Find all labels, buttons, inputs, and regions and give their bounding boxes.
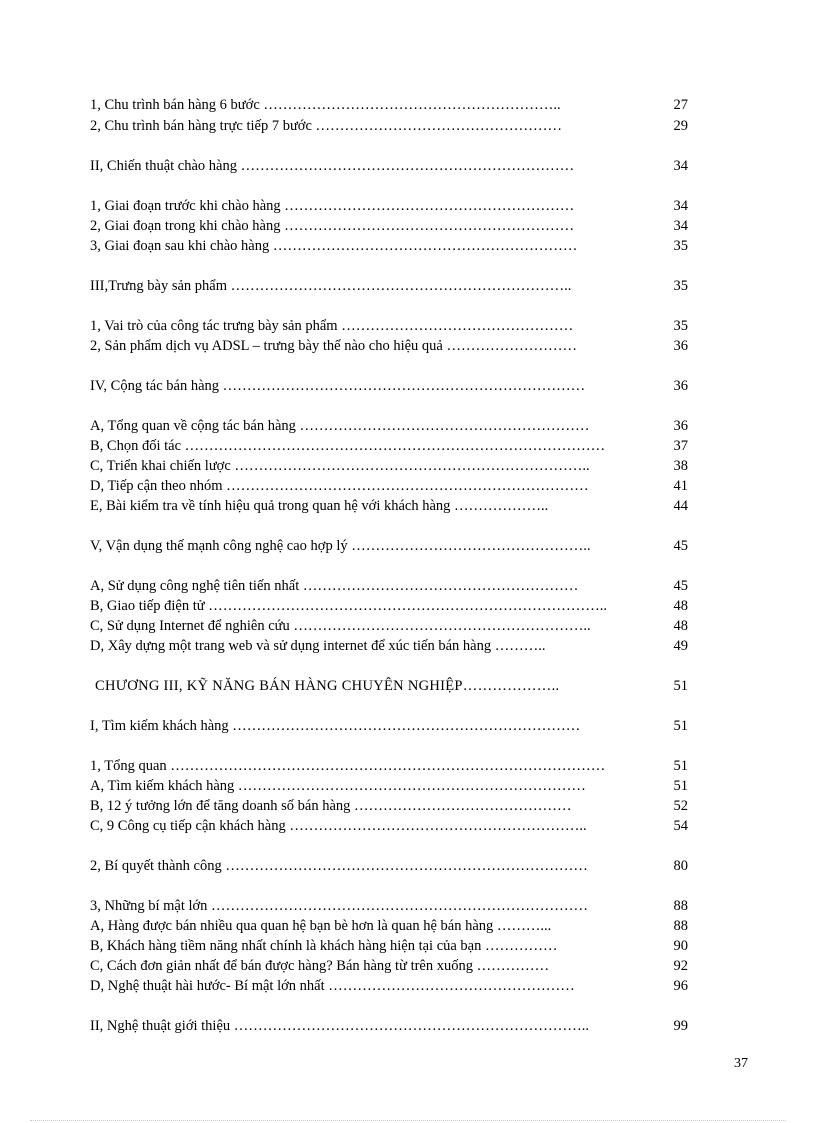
toc-entry-title: B, Giao tiếp điện tử ……………………………………………………………………….. [90, 598, 607, 614]
toc-entry-page: 90 [673, 938, 688, 954]
toc-entry-title: 2, Chu trình bán hàng trực tiếp 7 bước …………………………………………… [90, 118, 563, 134]
toc-entry [0, 196, 816, 216]
toc-entry [0, 756, 816, 776]
toc-entry-page: 36 [673, 378, 688, 394]
toc-entry-page: 36 [673, 338, 688, 354]
toc-entry-title: A, Hàng được bán nhiều qua quan hệ bạn bè hơn là quan hệ bán hàng ………... [90, 918, 552, 934]
toc-entry [0, 376, 816, 396]
toc-entry-title: D, Tiếp cận theo nhóm ………………………………………………………………… [90, 478, 589, 494]
toc-entry [0, 976, 816, 996]
toc-entry-title: 1, Vai trò của công tác trưng bày sản phẩm ………………………………………… [90, 318, 574, 334]
toc-entry [0, 336, 816, 356]
toc-chapter-heading [0, 676, 816, 696]
toc-entry [0, 1016, 816, 1036]
toc-entry-page: 51 [673, 778, 688, 794]
toc-entry-title: II, Chiến thuật chào hàng …………………………………………………………… [90, 158, 575, 174]
toc-entry-page: 35 [673, 238, 688, 254]
toc-entry [0, 276, 816, 296]
toc-entry-title: A, Tìm kiếm khách hàng ……………………………………………………………… [90, 778, 586, 794]
toc-entry [0, 776, 816, 796]
toc-entry [0, 716, 816, 736]
toc-entry [0, 916, 816, 936]
toc-entry-page: 27 [673, 97, 688, 113]
toc-entry [0, 236, 816, 256]
toc-entry-page: 38 [673, 458, 688, 474]
toc-entry-title: B, 12 ý tưởng lớn để tăng doanh số bán hàng ……………………………………… [90, 798, 572, 814]
toc-entry [0, 936, 816, 956]
toc-entry-title: 3, Những bí mật lớn …………………………………………………………………… [90, 898, 589, 914]
toc-entry-page: 92 [673, 958, 688, 974]
toc-entry-title: V, Vận dụng thế mạnh công nghệ cao hợp lý ………………………………………….. [90, 538, 591, 554]
toc-entry-page: 45 [673, 538, 688, 554]
toc-entry [0, 896, 816, 916]
toc-entry-title: C, Triển khai chiến lược ……………………………………………………………….. [90, 458, 590, 474]
toc-entry-page: 52 [673, 798, 688, 814]
toc-entry-page: 35 [673, 278, 688, 294]
toc-entry [0, 636, 816, 656]
toc-entry-page: 54 [673, 818, 688, 834]
toc-entry-page: 35 [673, 318, 688, 334]
toc-entry-title: A, Sử dụng công nghệ tiên tiến nhất ………………………………………………… [90, 578, 579, 594]
toc-entry-title: E, Bài kiểm tra về tính hiệu quả trong quan hệ với khách hàng ……………….. [90, 498, 549, 514]
toc-entry-title: C, Cách đơn giản nhất để bán được hàng? Bán hàng từ trên xuống …………… [90, 958, 550, 974]
toc-entry-page: 34 [673, 198, 688, 214]
toc-entry [0, 476, 816, 496]
toc-entry-title: CHƯƠNG III, KỸ NĂNG BÁN HÀNG CHUYÊN NGHIỆP……………….. [95, 678, 560, 694]
toc-entry [0, 796, 816, 816]
toc-entry-page: 88 [673, 898, 688, 914]
toc-entry [0, 436, 816, 456]
toc-entry-title: B, Chọn đối tác …………………………………………………………………………… [90, 438, 606, 454]
toc-entry-title: D, Nghệ thuật hài hước- Bí mật lớn nhất …………………………………………… [90, 978, 575, 994]
toc-entry [0, 316, 816, 336]
toc-entry [0, 956, 816, 976]
toc-entry [0, 536, 816, 556]
toc-entry-title: 1, Tổng quan ……………………………………………………………………………… [90, 758, 606, 774]
toc-entry-title: C, Sử dụng Internet để nghiên cứu …………………………………………………….. [90, 618, 591, 634]
toc-entry-page: 49 [673, 638, 688, 654]
toc-entry-page: 51 [673, 678, 688, 694]
toc-entry [0, 456, 816, 476]
toc-entry [0, 576, 816, 596]
toc-entry [0, 816, 816, 836]
toc-entry-page: 45 [673, 578, 688, 594]
toc-entry-title: 3, Giai đoạn sau khi chào hàng ……………………………………………………… [90, 238, 578, 254]
toc-entry-page: 48 [673, 598, 688, 614]
toc-entry-page: 48 [673, 618, 688, 634]
toc-entry-title: 2, Sản phẩm dịch vụ ADSL – trưng bày thế nào cho hiệu quả ……………………… [90, 338, 577, 354]
page-bottom-divider [30, 1120, 786, 1121]
toc-entry [0, 156, 816, 176]
toc-entry-title: 2, Bí quyết thành công ………………………………………………………………… [90, 858, 588, 874]
toc-entry-page: 51 [673, 758, 688, 774]
toc-entry-title: I, Tìm kiếm khách hàng ……………………………………………………………… [90, 718, 581, 734]
toc-entry-page: 44 [673, 498, 688, 514]
toc-entry-page: 36 [673, 418, 688, 434]
toc-entry-page: 99 [673, 1018, 688, 1034]
toc-entry-title: A, Tổng quan về cộng tác bán hàng …………………………………………………… [90, 418, 590, 434]
toc-entry-title: 2, Giai đoạn trong khi chào hàng …………………………………………………… [90, 218, 575, 234]
toc-entry [0, 116, 816, 136]
toc-entry-page: 34 [673, 218, 688, 234]
toc-entry [0, 95, 816, 115]
toc-entry [0, 416, 816, 436]
toc-entry-page: 37 [673, 438, 688, 454]
page-number: 37 [734, 1056, 748, 1071]
toc-entry [0, 216, 816, 236]
toc-entry-title: C, 9 Công cụ tiếp cận khách hàng …………………………………………………….. [90, 818, 587, 834]
toc-entry-page: 80 [673, 858, 688, 874]
toc-entry-page: 51 [673, 718, 688, 734]
toc-entry-title: 1, Chu trình bán hàng 6 bước …………………………………………………….. [90, 97, 561, 113]
toc-entry-title: III,Trưng bày sản phẩm …………………………………………………………….. [90, 278, 572, 294]
toc-entry-page: 88 [673, 918, 688, 934]
toc-entry-title: D, Xây dựng một trang web và sử dụng internet để xúc tiến bán hàng ……….. [90, 638, 546, 654]
toc-entry-page: 41 [673, 478, 688, 494]
toc-entry-title: B, Khách hàng tiềm năng nhất chính là khách hàng hiện tại của bạn …………… [90, 938, 558, 954]
toc-entry-page: 34 [673, 158, 688, 174]
toc-entry-title: 1, Giai đoạn trước khi chào hàng …………………………………………………… [90, 198, 575, 214]
toc-entry [0, 596, 816, 616]
toc-entry-page: 29 [673, 118, 688, 134]
toc-entry-title: II, Nghệ thuật giới thiệu ……………………………………………………………….. [90, 1018, 590, 1034]
toc-entry-page: 96 [673, 978, 688, 994]
toc-entry [0, 856, 816, 876]
toc-entry [0, 496, 816, 516]
toc-entry [0, 616, 816, 636]
toc-entry-title: IV, Cộng tác bán hàng ………………………………………………………………… [90, 378, 586, 394]
